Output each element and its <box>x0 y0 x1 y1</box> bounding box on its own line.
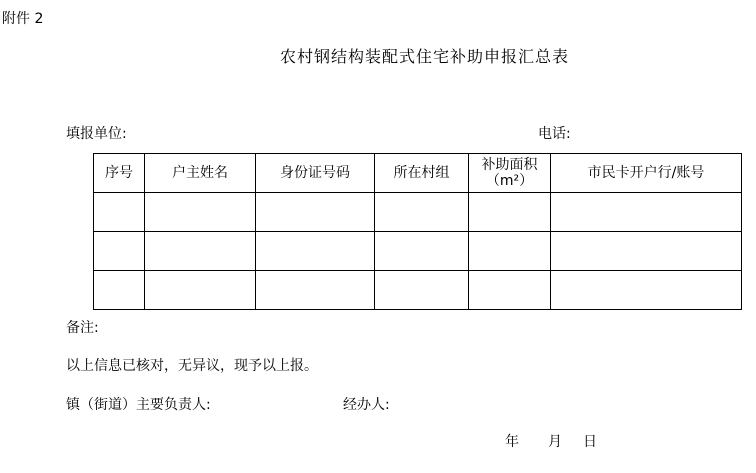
table-cell[interactable] <box>551 271 742 310</box>
table-cell[interactable] <box>551 193 742 232</box>
table-cell[interactable] <box>145 193 256 232</box>
table-cell[interactable] <box>256 232 375 271</box>
fill-unit-label: 填报单位: <box>66 126 127 142</box>
table-cell[interactable] <box>375 193 469 232</box>
table-header-row <box>94 154 742 193</box>
column-header-subsidy-area: 补助面积（m²） <box>469 154 551 193</box>
summary-table <box>93 153 742 310</box>
column-header-village-group: 所在村组 <box>375 154 469 193</box>
page-title: 农村钢结构装配式住宅补助申报汇总表 <box>280 47 570 66</box>
phone-label: 电话: <box>538 126 571 142</box>
confirmation-text: 以上信息已核对，无异议，现予以上报。 <box>66 358 318 374</box>
table-row <box>94 271 742 310</box>
table-cell[interactable] <box>256 271 375 310</box>
date-month-label: 月 <box>548 434 562 450</box>
table-cell[interactable] <box>375 232 469 271</box>
attachment-label: 附件 2 <box>2 11 44 27</box>
table-cell[interactable] <box>469 271 551 310</box>
town-leader-label: 镇（街道）主要负责人: <box>66 397 211 413</box>
date-day-label: 日 <box>583 434 597 450</box>
column-header-bank-account: 市民卡开户行/账号 <box>551 154 742 193</box>
table-cell[interactable] <box>551 232 742 271</box>
table-cell[interactable] <box>375 271 469 310</box>
table-row <box>94 232 742 271</box>
table-cell[interactable] <box>256 193 375 232</box>
table-cell[interactable] <box>469 232 551 271</box>
date-year-label: 年 <box>505 434 519 450</box>
column-header-householder-name: 户主姓名 <box>145 154 256 193</box>
handler-label: 经办人: <box>343 397 390 413</box>
table-cell[interactable] <box>145 271 256 310</box>
table-cell[interactable] <box>94 232 145 271</box>
table-cell[interactable] <box>94 193 145 232</box>
column-header-index: 序号 <box>94 154 145 193</box>
remarks-label: 备注: <box>66 320 99 336</box>
table-cell[interactable] <box>94 271 145 310</box>
column-header-id-number: 身份证号码 <box>256 154 375 193</box>
table-cell[interactable] <box>469 193 551 232</box>
table-cell[interactable] <box>145 232 256 271</box>
table-row <box>94 193 742 232</box>
